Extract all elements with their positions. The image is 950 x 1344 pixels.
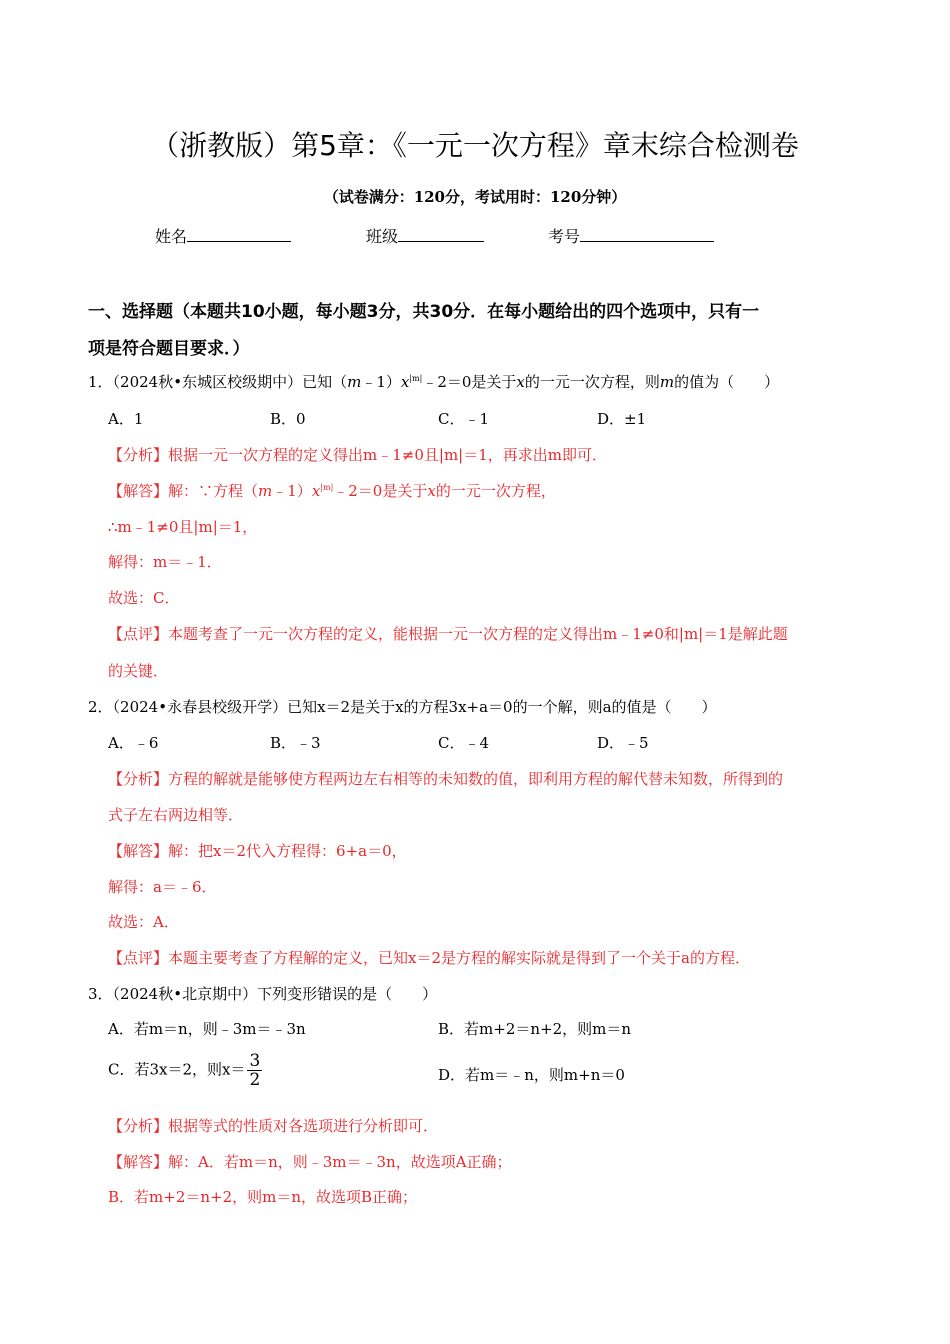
class-blank [398, 227, 484, 242]
analysis-tag: 【分析】 [108, 770, 169, 788]
q1-var: x [516, 373, 525, 391]
q1-answer: 故选：C． [108, 589, 180, 607]
q3-option-b: B．若m+2＝n+2，则m＝n [438, 1020, 632, 1038]
exam-no-label: 考号 [548, 227, 581, 246]
q1-step-2: 解得：m＝﹣1． [108, 553, 222, 571]
q2-option-a: A．﹣6 [108, 734, 159, 752]
q2-step-1: 解得：a＝﹣6． [108, 878, 217, 896]
exam-no-blank [580, 227, 714, 242]
q3-analysis-text: 根据等式的性质对各选项进行分析即可． [168, 1117, 439, 1135]
section-heading-line2: 项是符合题目要求．） [88, 339, 250, 359]
q2-comment-text: 本题主要考查了方程解的定义，已知x＝2是方程的解实际就是得到了一个关于a的方程． [168, 949, 750, 967]
analysis-tag: 【分析】 [108, 446, 169, 464]
q2-answer: 故选：A． [108, 913, 179, 931]
q1-comment-cont: 的关键． [108, 662, 169, 680]
q1-stem-part: 的值为（ ） [674, 373, 780, 391]
exam-no-field [548, 224, 714, 247]
q1-stem-part: 1．（2024秋•东城区校级期中）已知（ [88, 373, 348, 391]
q1-solution-part: ﹣1） [272, 482, 312, 500]
q3-step-b: B．若m+2＝n+2，则m＝n，故选项B正确； [108, 1188, 418, 1206]
q1-var: m [347, 373, 362, 391]
solution-tag: 【解答】 [108, 1153, 169, 1171]
q1-exponent: |m| [320, 483, 334, 492]
q3-fraction [247, 1052, 262, 1089]
q1-comment-text: 本题考查了一元一次方程的定义，能根据一元一次方程的定义得出m﹣1≠0和|m|＝1是解此题 [168, 625, 788, 643]
q1-step-1: ∴m﹣1≠0且|m|＝1， [108, 518, 258, 536]
q3-option-c [108, 1052, 262, 1089]
q2-option-d: D．﹣5 [597, 734, 649, 752]
class-field [366, 224, 484, 247]
q3-solution [108, 1151, 512, 1172]
page-subtitle: （试卷满分：120分，考试用时：120分钟） [323, 188, 627, 206]
page-title: （浙教版）第5章：《一元一次方程》章末综合检测卷 [151, 129, 799, 162]
q1-comment [108, 623, 788, 644]
solution-tag: 【解答】 [108, 842, 169, 860]
q1-stem-part: ﹣2＝0是关于 [422, 373, 517, 391]
question-3-stem: 3．（2024秋•北京期中）下列变形错误的是（ ） [88, 985, 438, 1003]
class-label: 班级 [366, 227, 399, 246]
name-label: 姓名 [155, 227, 188, 246]
q1-exponent: |m| [409, 374, 423, 383]
analysis-tag: 【分析】 [108, 1117, 169, 1135]
fraction-numerator: 3 [249, 1051, 261, 1071]
q1-option-b: B．0 [270, 410, 306, 428]
q2-comment [108, 947, 750, 968]
q3-option-c-text: C．若3x＝2，则x＝ [108, 1060, 246, 1079]
q2-analysis-cont: 式子左右两边相等． [108, 806, 244, 824]
q2-analysis [108, 768, 783, 789]
q1-stem-part: ﹣1） [361, 373, 401, 391]
name-blank [187, 227, 291, 242]
q1-var: m [258, 482, 273, 500]
q1-option-d: D．±1 [597, 410, 647, 428]
q1-var: x [400, 373, 410, 391]
comment-tag: 【点评】 [108, 949, 169, 967]
q1-solution-part: ﹣2＝0是关于 [333, 482, 428, 500]
q1-analysis-text: 根据一元一次方程的定义得出m﹣1≠0且|m|＝1，再求出m即可． [168, 446, 607, 464]
q3-analysis [108, 1115, 438, 1136]
question-2-stem: 2．（2024•永春县校级开学）已知x＝2是关于x的方程3x+a＝0的一个解，则a的值是（ ） [88, 698, 717, 716]
q3-solution-text: 解：A．若m＝n，则﹣3m＝﹣3n，故选项A正确； [168, 1153, 512, 1171]
q1-solution [108, 480, 556, 501]
q1-analysis [108, 444, 607, 465]
q3-option-d: D．若m＝﹣n，则m+n＝0 [438, 1066, 625, 1084]
q2-solution [108, 840, 407, 861]
q1-var: x [311, 482, 321, 500]
q2-option-b: B．﹣3 [270, 734, 321, 752]
q1-solution-part: 的一元一次方程， [435, 482, 556, 500]
q2-solution-text: 解：把x＝2代入方程得：6+a＝0， [168, 842, 407, 860]
q1-option-c: C．﹣1 [438, 410, 490, 428]
q3-option-a: A．若m＝n，则﹣3m＝﹣3n [108, 1020, 306, 1038]
q1-stem-part: 的一元一次方程，则 [524, 373, 660, 391]
comment-tag: 【点评】 [108, 625, 169, 643]
q1-solution-part: 解：∵方程（ [168, 482, 259, 500]
q2-analysis-text: 方程的解就是能够使方程两边左右相等的未知数的值，即利用方程的解代替未知数，所得到的 [168, 770, 784, 788]
fraction-denominator: 2 [249, 1070, 261, 1090]
q1-option-a: A．1 [108, 410, 144, 428]
section-heading-line1: 一、选择题（本题共10小题，每小题3分，共30分．在每小题给出的四个选项中，只有一 [88, 302, 760, 322]
q1-var: x [427, 482, 436, 500]
q1-var: m [659, 373, 675, 391]
solution-tag: 【解答】 [108, 482, 169, 500]
question-1-stem [88, 371, 779, 392]
name-field [155, 224, 291, 247]
q2-option-c: C．﹣4 [438, 734, 490, 752]
